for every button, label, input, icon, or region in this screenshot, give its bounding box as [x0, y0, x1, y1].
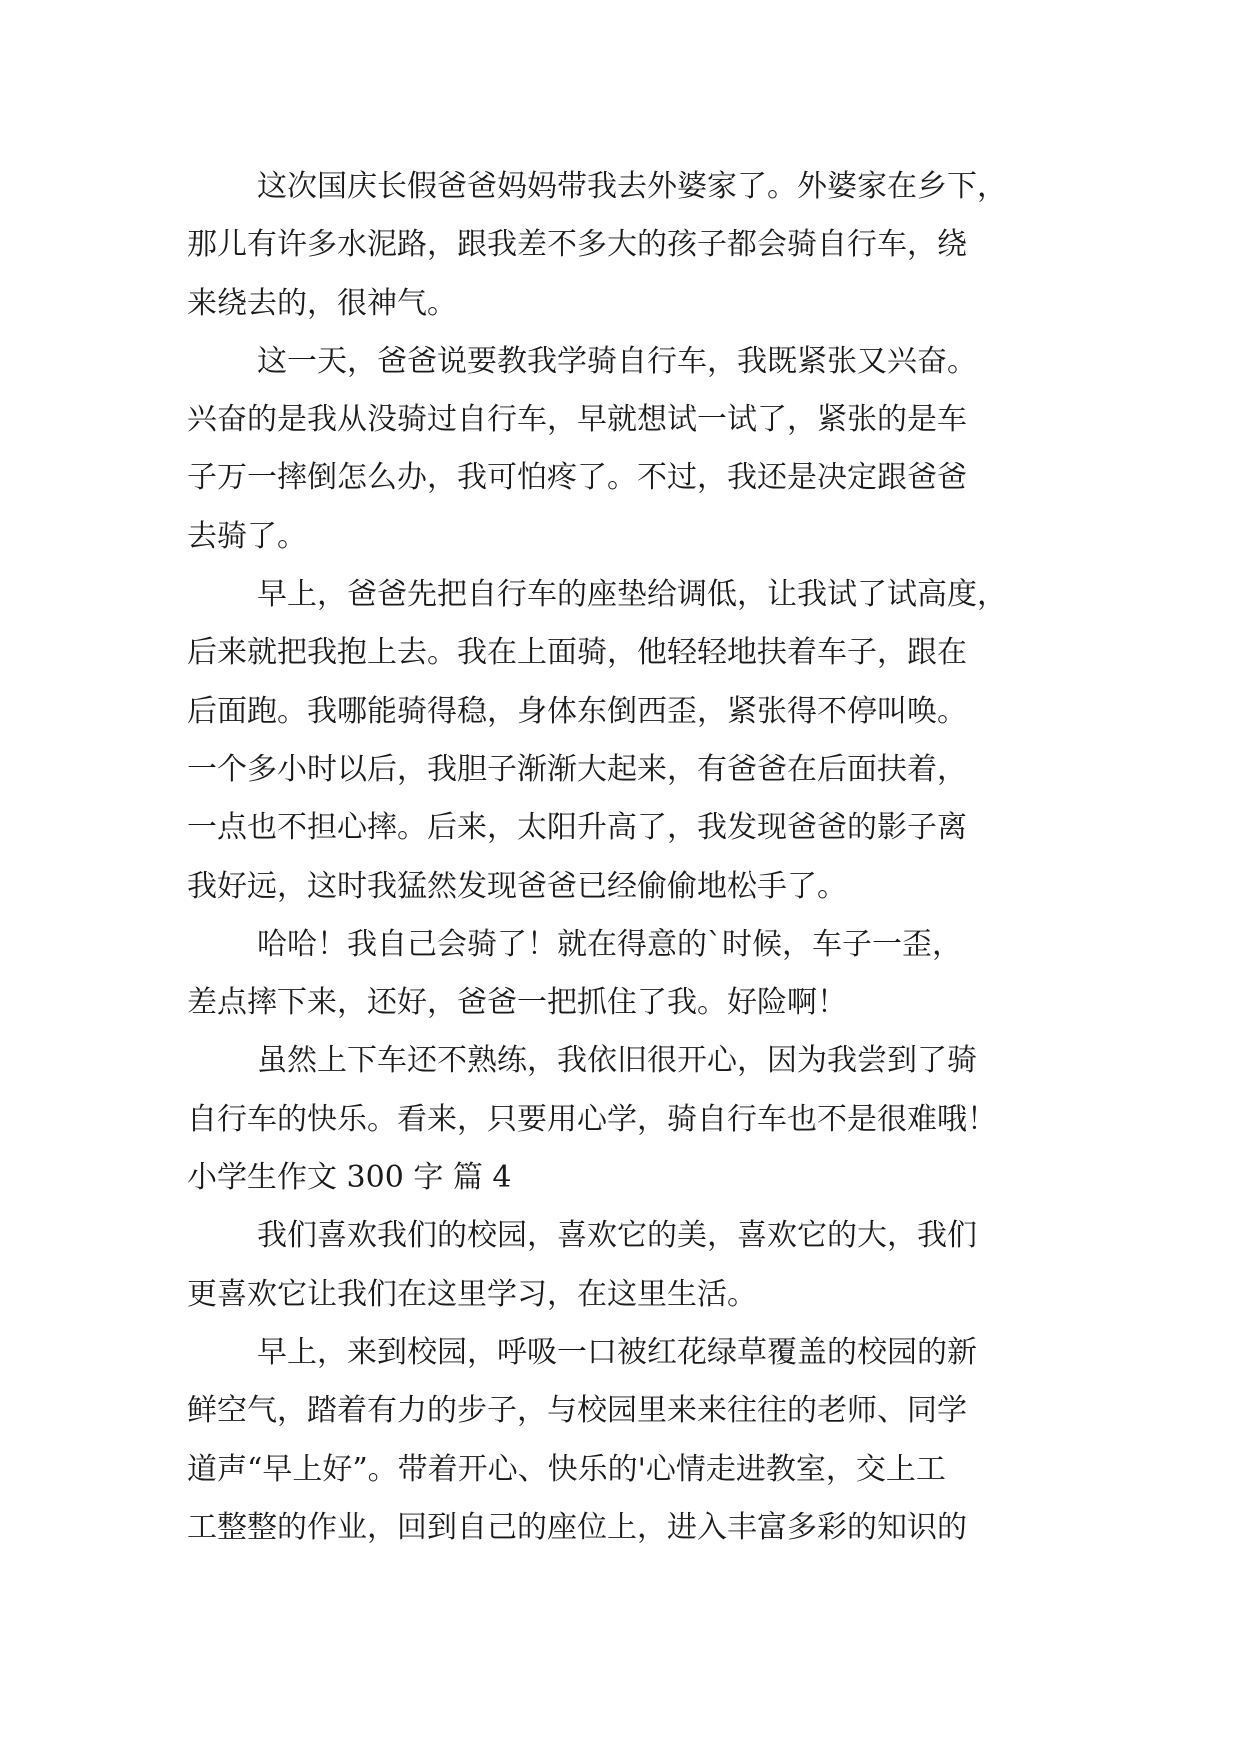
section-heading: 小学生作文 300 字 篇 4: [187, 1160, 512, 1196]
text-line: 早上，来到校园，呼吸一口被红花绿草覆盖的校园的新: [257, 1334, 977, 1370]
text-line: 一个多小时以后，我胆子渐渐大起来，有爸爸在后面扶着，: [187, 751, 967, 787]
text-line: 我们喜欢我们的校园，喜欢它的美，喜欢它的大，我们: [257, 1218, 977, 1254]
text-line: 来绕去的，很神气。: [187, 285, 457, 321]
text-line: 这一天，爸爸说要教我学骑自行车，我既紧张又兴奋。: [257, 343, 977, 379]
text-line: 鲜空气，踏着有力的步子，与校园里来来往往的老师、同学: [187, 1393, 967, 1429]
text-line: 哈哈！我自己会骑了！就在得意的`时候，车子一歪，: [257, 926, 962, 962]
text-line: 子万一摔倒怎么办，我可怕疼了。不过，我还是决定跟爸爸: [187, 460, 967, 496]
essay-body: [187, 158, 1087, 1557]
text-line: 更喜欢它让我们在这里学习，在这里生活。: [187, 1276, 757, 1312]
text-line: 早上，爸爸先把自行车的座垫给调低，让我试了试高度，: [257, 577, 1007, 613]
text-line: 虽然上下车还不熟练，我依旧很开心，因为我尝到了骑: [257, 1043, 977, 1079]
text-line: 我好远，这时我猛然发现爸爸已经偷偷地松手了。: [187, 868, 847, 904]
text-line: 一点也不担心摔。后来，太阳升高了，我发现爸爸的影子离: [187, 810, 967, 846]
text-line: 去骑了。: [187, 518, 307, 554]
text-line: 后面跑。我哪能骑得稳，身体东倒西歪，紧张得不停叫唤。: [187, 693, 967, 729]
text-line: 自行车的快乐。看来，只要用心学，骑自行车也不是很难哦！: [187, 1101, 997, 1137]
text-line: 后来就把我抱上去。我在上面骑，他轻轻地扶着车子，跟在: [187, 635, 967, 671]
text-line: 差点摔下来，还好，爸爸一把抓住了我。好险啊！: [187, 985, 847, 1021]
text-line: 这次国庆长假爸爸妈妈带我去外婆家了。外婆家在乡下，: [257, 169, 1007, 204]
text-line: 道声“早上好”。带着开心、快乐的'心情走进教室，交上工: [187, 1451, 946, 1487]
text-line: 兴奋的是我从没骑过自行车，早就想试一试了，紧张的是车: [187, 402, 967, 438]
text-line: 那儿有许多水泥路，跟我差不多大的孩子都会骑自行车，绕: [187, 227, 967, 263]
text-line: 工整整的作业，回到自己的座位上，进入丰富多彩的知识的: [187, 1509, 967, 1545]
